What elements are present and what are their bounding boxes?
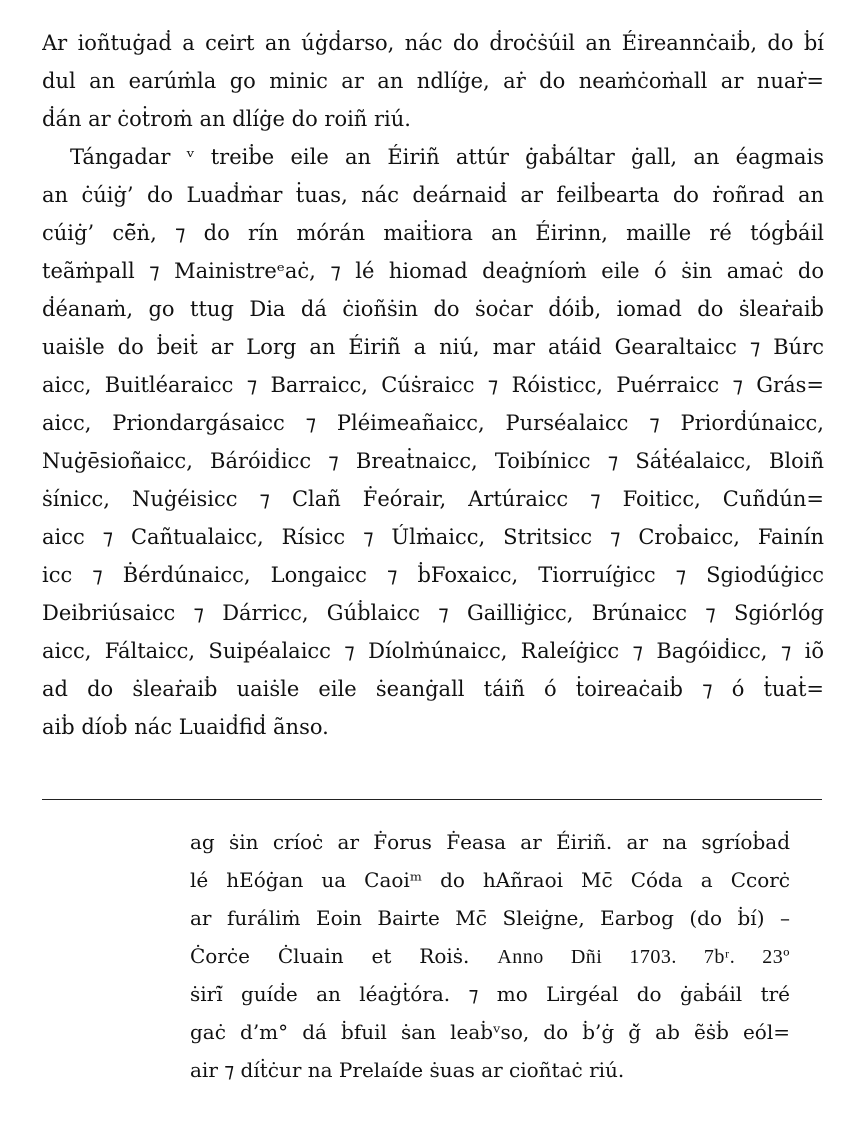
colophon-line: gaċ d’m° dá ḃfuil ṡan leaḃᵛso, do ḃ’ġ ġ̌ ab ẽṡḃ eól= [190,1020,790,1044]
text-line: cúiġ’ cē̃ṅ, ⁊ do rín mórán maiṫiora an Éirinn, maille ré tógḃáil [42,221,824,245]
text-line: aicc ⁊ Cañtualaicc, Rísicc ⁊ Úlṁaicc, Stritsicc ⁊ Croḃaicc, Fainín [42,525,824,549]
colophon-line: air ⁊ díṫċur na Prelaíde ṡuas ar cioñtaċ riú. [190,1058,625,1082]
text-line: ad do ṡleaṙaiḃ uaiṡle eile ṡeanġall táiñ ó ṫoireaċaiḃ ⁊ ó ṫuaṫ= [42,677,824,701]
colophon-place: Ċorċe Ċluain et Roiṡ. [190,944,470,968]
text-line: dul an earúṁla go minic ar an ndlíġe, aṙ do neaṁċoṁall ar nuaṙ= [42,69,824,93]
text-line: ḋéanaṁ, go ttug Dia dá ċioñṡin do ṡoċar ḋóiḃ, iomad do ṡleaṙaiḃ [42,297,824,321]
text-line: icc ⁊ Ḃérdúnaicc, Longaicc ⁊ ḃFoxaicc, Tiorruíġicc ⁊ Sgiodúġicc [42,563,824,587]
section-divider [42,799,822,800]
text-line: aicc, Fáltaicc, Suipéalaicc ⁊ Díolṁúnaicc, Raleíġicc ⁊ Bagóiḋicc, ⁊ iõ [42,639,824,663]
text-line: ṡínicc, Nuġéisicc ⁊ Clañ Ḟeórair, Artúraicc ⁊ Foiticc, Cuñdún= [42,487,824,511]
paragraph-2 [42,138,824,746]
text-line: uaiṡle do ḃeiṫ ar Lorg an Éiriñ a niú, mar atáid Gearaltaicc ⁊ Búrc [42,335,824,359]
colophon-line: ṡiri̇̃ guíḋe an léaġṫóra. ⁊ mo Lirgéal do ġaḃáil tré [190,982,790,1006]
main-text-block [42,24,824,746]
text-line: Deibriúsaicc ⁊ Dárricc, Gúḃlaicc ⁊ Gailliġicc, Brúnaicc ⁊ Sgiórlóg [42,601,824,625]
text-line: Ar ioñtuġaḋ a ceirt an úġḋarso, nác do ḋroċṡúil an Éireannċaiḃ, do ḃí [42,31,824,55]
text-line: Tángadar ᵛ treiḃe eile an Éiriñ attúr ġaḃáltar ġall, an éagmais [70,145,824,169]
text-line: an ċúiġ’ do Luaḋṁar ṫuas, nác deárnaiḋ ar feilḃearta do ṙoñrad an [42,183,824,207]
text-line: ḋán ar ċoṫroṁ an dlíġe do roiñ riú. [42,107,411,131]
colophon-line: lé hEóġan ua Caoiᵐ do hAñraoi Mc̄ Códa a Ccorċ [190,868,790,892]
text-line: aicc, Priondargásaicc ⁊ Pléimeañaicc, Purséalaicc ⁊ Priorḋúnaicc, [42,411,824,435]
text-line: teãṁpall ⁊ Mainistreᵉaċ, ⁊ lé hiomad deaġníoṁ eile ó ṡin amaċ do [42,259,824,283]
colophon-date: Anno Dñi 1703. 7bʳ. 23º [497,946,790,968]
colophon-line [190,937,790,975]
colophon [190,823,790,1089]
text-line: Nuġēsioñaicc, Báróiḋicc ⁊ Breaṫnaicc, Toibínicc ⁊ Sáṫéalaicc, Bloiñ [42,449,824,473]
text-line: aicc, Buitléaraicc ⁊ Barraicc, Cúṡraicc ⁊ Róisticc, Puérraicc ⁊ Grás= [42,373,824,397]
text-line: aiḃ díoḃ nác Luaiḋfiḋ ãnso. [42,715,329,739]
paragraph-1 [42,24,824,138]
colophon-line: ar furáliṁ Eoin Bairte Mc̄ Sleiġne, Earbog (do ḃí) – [190,906,790,930]
colophon-line: ag ṡin críoċ ar Ḟorus Ḟeasa ar Éiriñ. ar na sgríoḃaḋ [190,830,790,854]
